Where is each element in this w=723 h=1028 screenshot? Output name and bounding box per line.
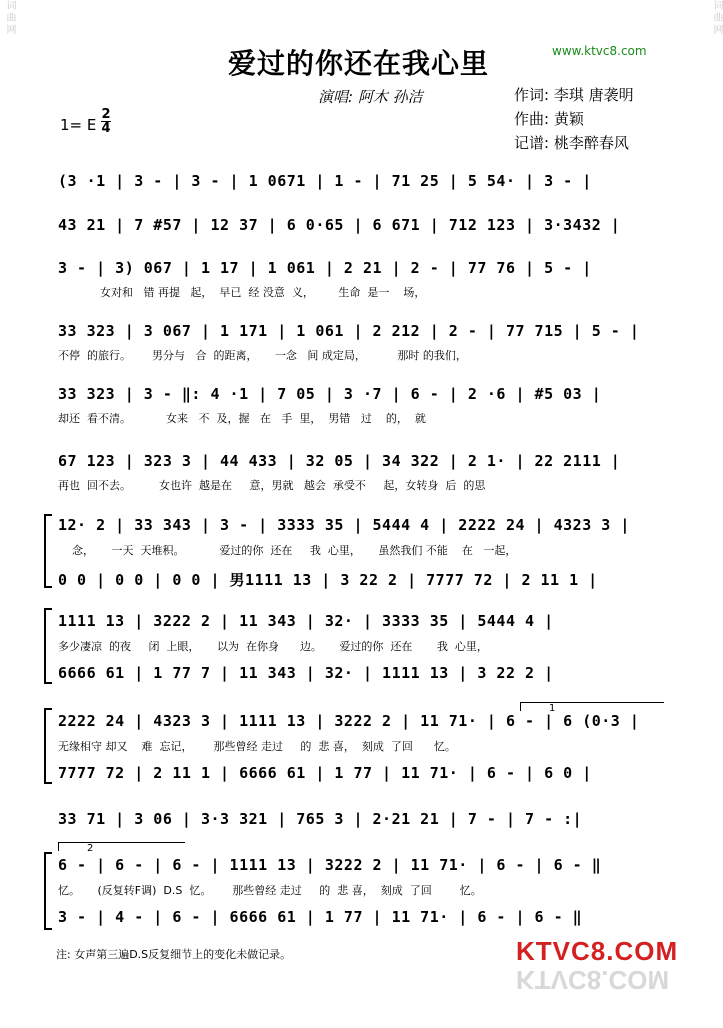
time-sig-top: 2 bbox=[101, 107, 111, 122]
notes-line: 2222 24 | 4323 3 | 1111 13 | 3222 2 | 11 71· | 6 - | 6 (0·3 | bbox=[58, 712, 640, 730]
time-signature bbox=[101, 108, 111, 135]
ktvc8-logo: KTVC8.COM bbox=[516, 936, 679, 966]
score-row-15 bbox=[58, 908, 663, 926]
system-brace bbox=[44, 708, 52, 784]
watermark-left: 词曲网 bbox=[4, 0, 15, 36]
notes-line: 3 - | 3) 067 | 1 17 | 1 061 | 2 21 | 2 - | 77 76 | 5 - | bbox=[58, 259, 592, 277]
score-row-5 bbox=[58, 385, 663, 403]
singers-credit: 演唱: 阿木 孙洁 bbox=[318, 88, 423, 106]
footer-note: 注: 女声第三遍D.S反复细节上的变化未做记录。 bbox=[56, 948, 292, 961]
time-sig-bottom: 4 bbox=[101, 121, 111, 136]
notes-line: 1111 13 | 3222 2 | 11 343 | 32· | 3333 35 | 5444 4 | bbox=[58, 612, 554, 630]
score-row-6 bbox=[58, 452, 663, 470]
volta-first bbox=[520, 702, 664, 714]
score-row-12 bbox=[58, 764, 663, 782]
notes-line: 0 0 | 0 0 | 0 0 | 男1111 13 | 3 22 2 | 7777 72 | 2 11 1 | bbox=[58, 571, 598, 589]
lyric-line: 念， 一天 天堆积。 爱过的你 还在 我 心里， 虽然我们 不能 在 一起， bbox=[58, 544, 517, 557]
transcriber-credit: 记谱: 桃李醉春风 bbox=[514, 134, 629, 152]
volta-second-number: 2 bbox=[87, 843, 94, 854]
notes-line: 3 - | 4 - | 6 - | 6666 61 | 1 77 | 11 71· | 6 - | 6 - ‖ bbox=[58, 908, 583, 926]
website-link[interactable]: www.ktvc8.com bbox=[552, 44, 647, 58]
notes-line: 12· 2 | 33 343 | 3 - | 3333 35 | 5444 4 | 2222 24 | 4323 3 | bbox=[58, 516, 630, 534]
score-row-11 bbox=[58, 712, 663, 730]
system-brace bbox=[44, 608, 52, 684]
notes-line: 43 21 | 7 #57 | 12 37 | 6 0·65 | 6 671 | 712 123 | 3·3432 | bbox=[58, 216, 621, 234]
notes-line: 33 323 | 3 - ‖: 4 ·1 | 7 05 | 3 ·7 | 6 - | 2 ·6 | #5 03 | bbox=[58, 385, 602, 403]
volta-first-number: 1 bbox=[549, 703, 556, 714]
composer-credit: 作曲: 黄颖 bbox=[514, 110, 584, 128]
score-row-1 bbox=[58, 172, 663, 190]
lyric-line: 无缘相守 却又 难 忘记， 那些曾经 走过 的 悲 喜， 刻成 了回 忆。 bbox=[58, 740, 456, 753]
notes-line: 6666 61 | 1 77 7 | 11 343 | 32· | 1111 13 | 3 22 2 | bbox=[58, 664, 554, 682]
notes-line: 6 - | 6 - | 6 - | 1111 13 | 3222 2 | 11 71· | 6 - | 6 - ‖ bbox=[58, 856, 602, 874]
notes-line: 67 123 | 323 3 | 44 433 | 32 05 | 34 322 | 2 1· | 22 2111 | bbox=[58, 452, 621, 470]
watermark-right: 词曲网 bbox=[711, 0, 722, 36]
notes-line: 7777 72 | 2 11 1 | 6666 61 | 1 77 | 11 71· | 6 - | 6 0 | bbox=[58, 764, 592, 782]
lyricist-credit: 作词: 李琪 唐袭明 bbox=[514, 86, 634, 104]
lyric-line: 忆。 (反复转F调) D.S 忆。 那些曾经 走过 的 悲 喜， 刻成 了回 忆。 bbox=[58, 884, 482, 897]
song-title: 爱过的你还在我心里 bbox=[228, 47, 490, 80]
system-brace bbox=[44, 852, 52, 930]
score-row-4 bbox=[58, 322, 663, 340]
volta-second bbox=[58, 842, 185, 854]
lyric-line: 多少凄凉 的夜 闭 上眼， 以为 在你身 边。 爱过的你 还在 我 心里， bbox=[58, 640, 488, 653]
ktvc8-logo-reflection: KTVC8.COM bbox=[516, 965, 670, 995]
notes-line: 33 71 | 3 06 | 3·3 321 | 765 3 | 2·21 21 | 7 - | 7 - :| bbox=[58, 810, 583, 828]
lyric-line: 再也 回不去。 女也许 越是在 意，男就 越会 承受不 起，女转身 后 的思 bbox=[58, 479, 486, 492]
score-row-7 bbox=[58, 516, 663, 534]
score-row-10 bbox=[58, 664, 663, 682]
score-row-2 bbox=[58, 216, 663, 234]
lyric-line: 不停 的旅行。 男分与 合 的距离， 一念 间 成定局， 那时 的我们， bbox=[58, 349, 467, 362]
score-row-8 bbox=[58, 569, 663, 587]
notes-line: 33 323 | 3 067 | 1 171 | 1 061 | 2 212 | 2 - | 77 715 | 5 - | bbox=[58, 322, 640, 340]
lyric-line: 却还 看不清。 女来 不 及，握 在 手 里， 男错 过 的， 就 bbox=[58, 412, 426, 425]
key-signature: 1= E bbox=[60, 116, 97, 134]
score-row-9 bbox=[58, 612, 663, 630]
score-row-13 bbox=[58, 810, 663, 828]
lyric-line: 女对和 错 再提 起， 早已 经 没意 义， 生命 是一 场， bbox=[58, 286, 426, 299]
score-row-3 bbox=[58, 259, 663, 277]
score-row-14 bbox=[58, 856, 663, 874]
system-brace bbox=[44, 514, 52, 588]
notes-line: (3 ·1 | 3 - | 3 - | 1 0671 | 1 - | 71 25 | 5 54· | 3 - | bbox=[58, 172, 592, 190]
